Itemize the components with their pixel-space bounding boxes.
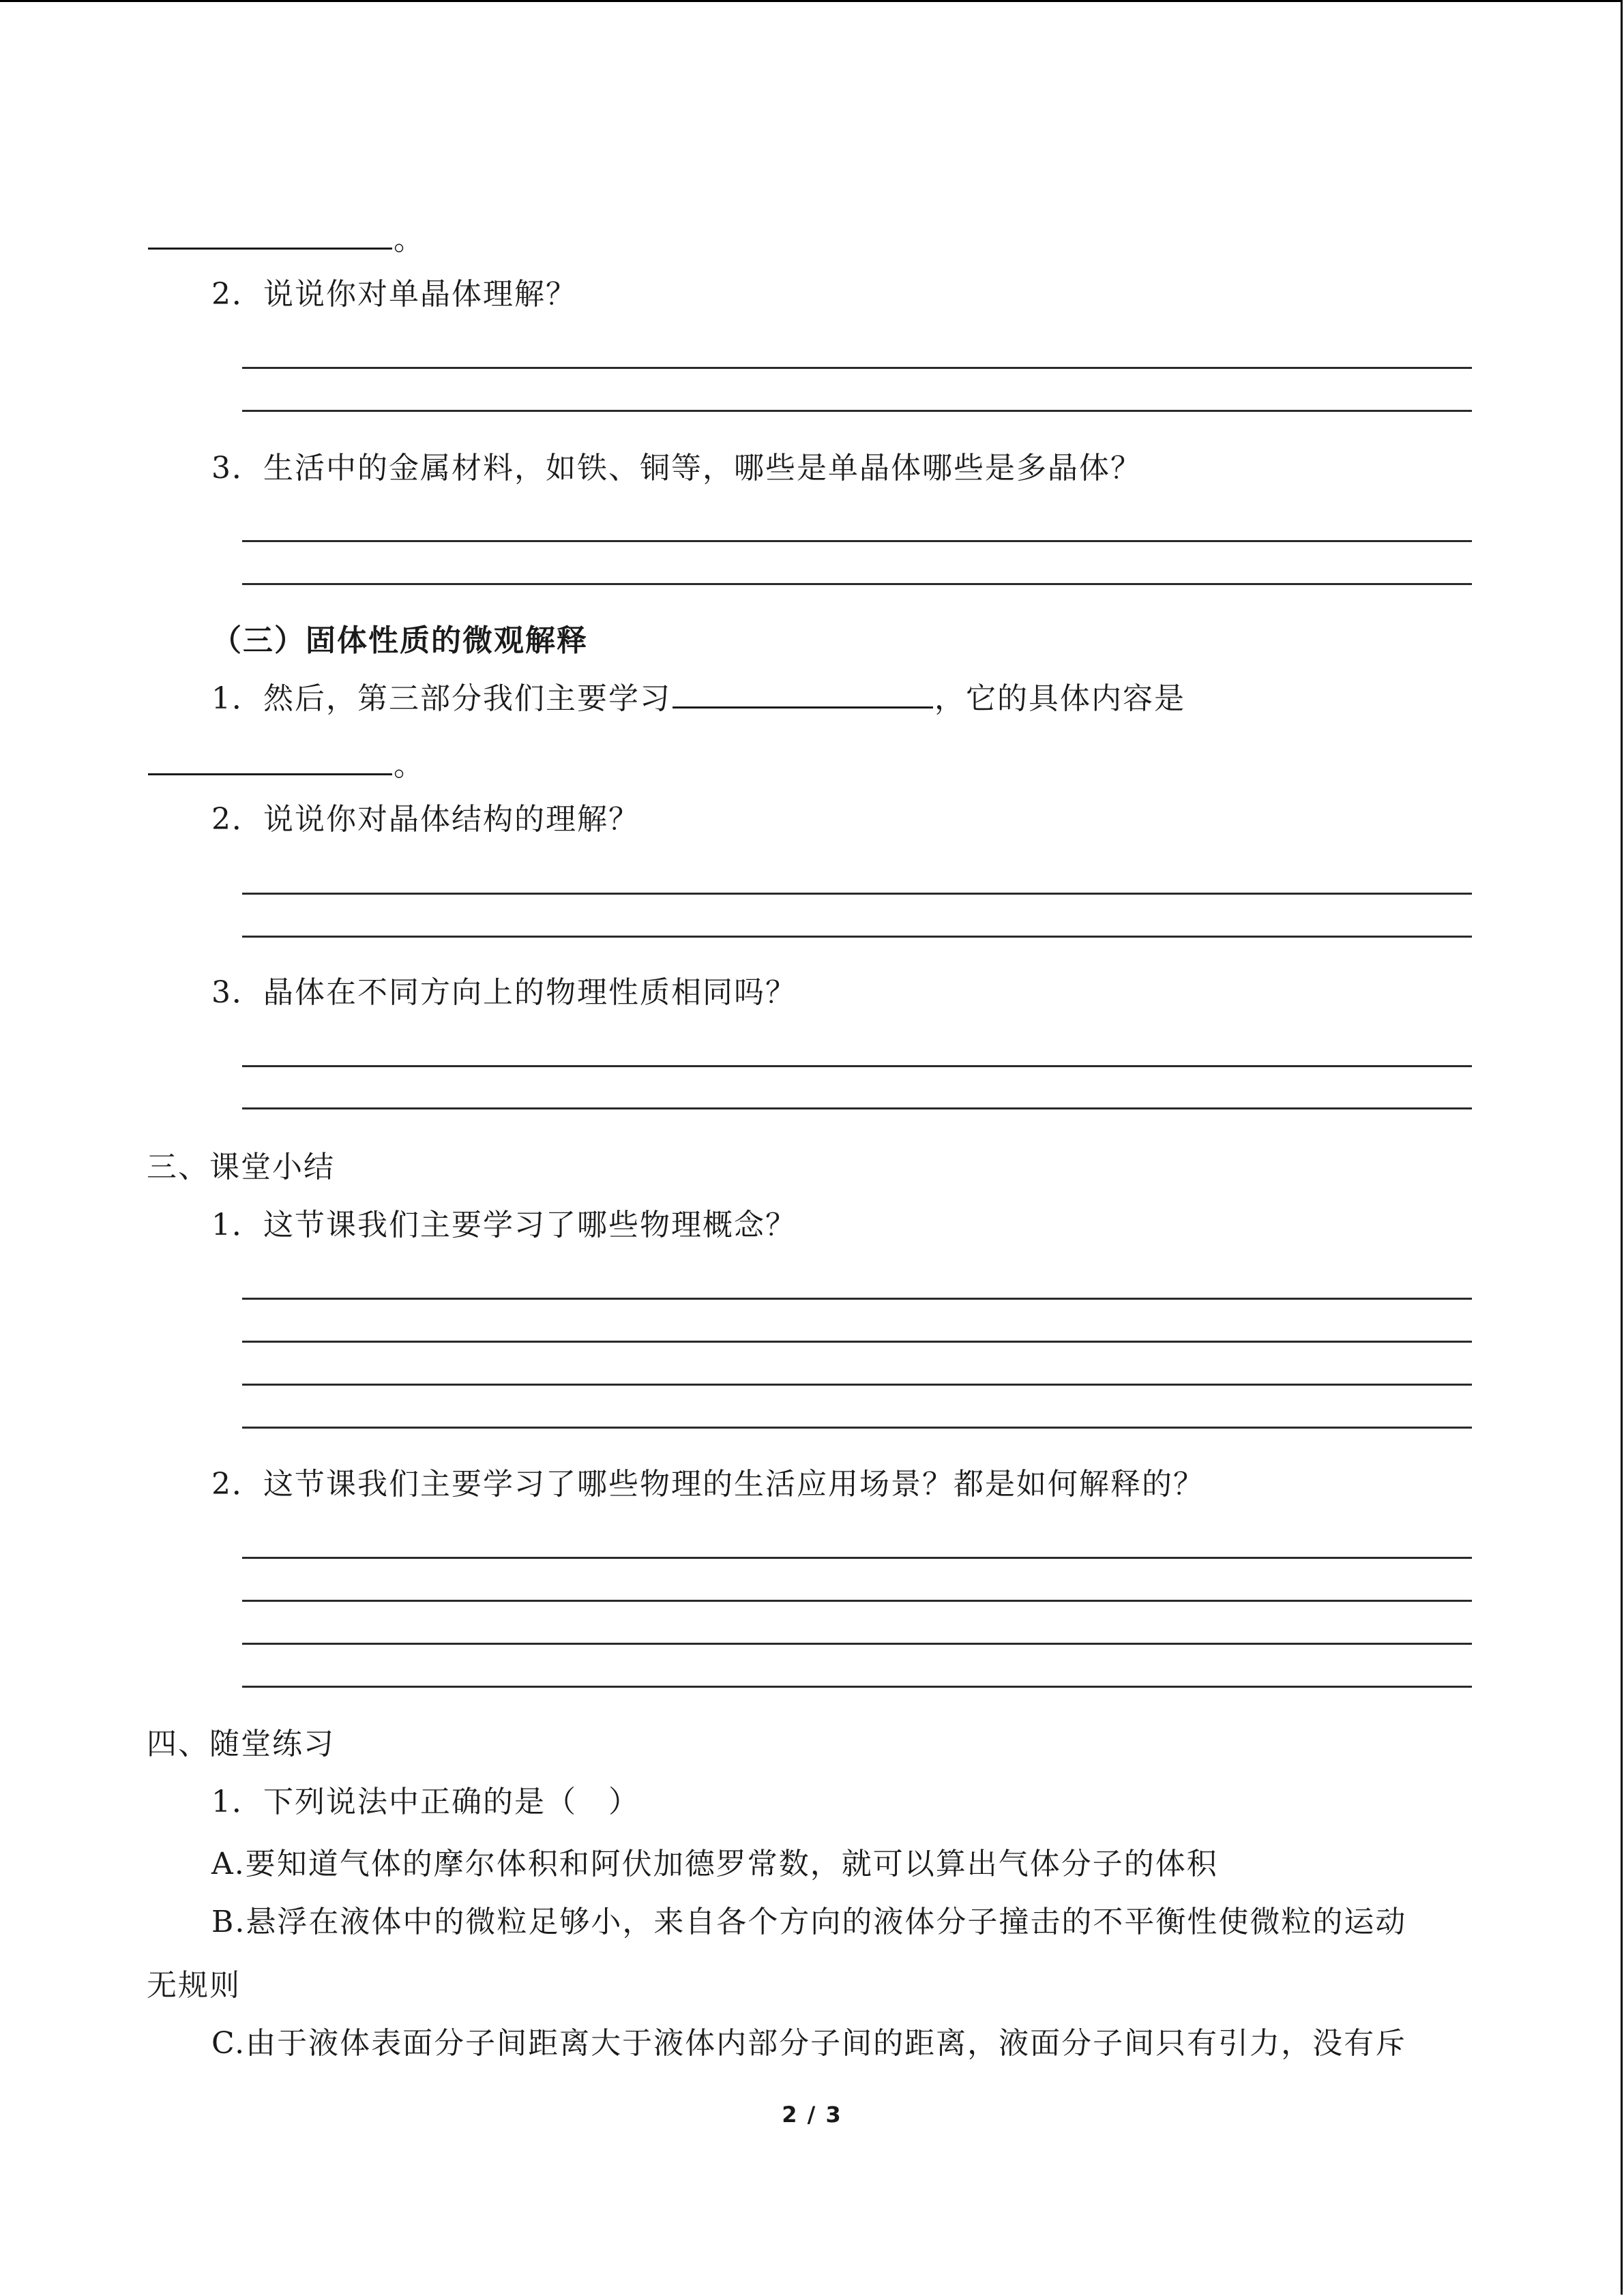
answer-line[interactable] — [242, 583, 1472, 585]
answer-line[interactable] — [242, 1384, 1472, 1386]
answer-line[interactable] — [242, 367, 1472, 369]
section-heading-microscopic: （三）固体性质的微观解释 — [211, 623, 588, 658]
blank-underline[interactable] — [148, 247, 392, 250]
question-metal-materials: 3．生活中的金属材料，如铁、铜等，哪些是单晶体哪些是多晶体？ — [211, 451, 1142, 486]
answer-line[interactable] — [242, 1600, 1472, 1602]
fill-line-part-three: 。 — [147, 751, 425, 781]
answer-line[interactable] — [242, 1298, 1472, 1300]
option-a[interactable]: A.要知道气体的摩尔体积和阿伏加德罗常数，就可以算出气体分子的体积 — [211, 1847, 1218, 1881]
answer-line[interactable] — [242, 410, 1472, 412]
answer-line[interactable] — [242, 1557, 1472, 1559]
answer-line[interactable] — [242, 1341, 1472, 1343]
option-c[interactable]: C.由于液体表面分子间距离大于液体内部分子间的距离，液面分子间只有引力，没有斥 — [211, 2026, 1407, 2061]
answer-line[interactable] — [242, 936, 1472, 938]
blank-underline[interactable] — [673, 706, 933, 709]
answer-line[interactable] — [242, 893, 1472, 895]
question-applications: 2．这节课我们主要学习了哪些物理的生活应用场景？都是如何解释的？ — [211, 1467, 1205, 1502]
answer-line[interactable] — [242, 1427, 1472, 1429]
question-correct-statement: 1．下列说法中正确的是（ ） — [211, 1785, 640, 1819]
answer-line[interactable] — [242, 1107, 1472, 1109]
section-heading-practice: 四、随堂练习 — [147, 1727, 335, 1761]
page-number: 2 / 3 — [782, 2102, 842, 2128]
question-crystal-structure: 2．说说你对晶体结构的理解？ — [211, 802, 640, 837]
answer-line[interactable] — [242, 540, 1472, 542]
question-single-crystal: 2．说说你对单晶体理解？ — [211, 277, 577, 312]
question-anisotropy: 3．晶体在不同方向上的物理性质相同吗？ — [211, 975, 797, 1010]
answer-line[interactable] — [242, 1686, 1472, 1688]
option-b-continued: 无规则 — [147, 1968, 241, 2003]
answer-line[interactable] — [242, 1065, 1472, 1067]
option-b[interactable]: B.悬浮在液体中的微粒足够小，来自各个方向的液体分子撞击的不平衡性使微粒的运动 — [211, 1905, 1407, 1939]
blank-underline[interactable] — [148, 773, 392, 775]
fill-line-continued: 。 — [147, 225, 425, 255]
question-concepts: 1．这节课我们主要学习了哪些物理概念？ — [211, 1208, 797, 1242]
answer-line[interactable] — [242, 1643, 1472, 1645]
question-part-three: 1．然后，第三部分我们主要学习 ，它的具体内容是 — [211, 681, 1185, 716]
section-heading-summary: 三、课堂小结 — [147, 1150, 335, 1184]
